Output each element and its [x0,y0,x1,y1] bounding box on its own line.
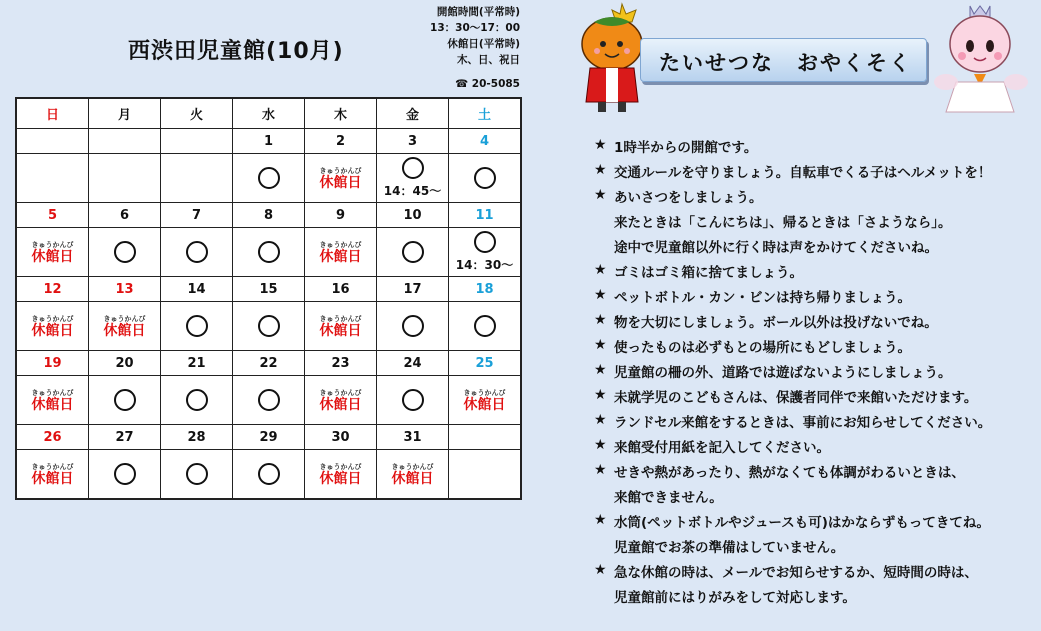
date-number: 22 [233,351,305,376]
weekday-header: 月 [89,98,161,129]
weekday-header: 火 [161,98,233,129]
open-circle-icon [402,315,424,337]
open-circle-icon [186,463,208,485]
october-calendar [15,97,522,500]
date-number-row [16,351,521,376]
rule-text: 物を大切にしましょう。ボール以外は投げないでね。 [614,315,938,331]
date-status-cell [305,302,377,351]
date-status-cell [377,154,449,203]
rule-text: 児童館前にはりがみをして対応します。 [614,590,856,606]
rule-text: ランドセル来館をするときは、事前にお知らせしてください。 [614,415,992,431]
date-status-cell [377,302,449,351]
closed-ruby: きゅうかんび [31,388,74,397]
date-status-cell [233,228,305,277]
date-number: 5 [16,203,89,228]
date-status-cell [449,376,522,425]
rule-text: 急な休館の時は、メールでお知らせするか、短時間の時は、 [614,565,978,581]
date-number: 4 [449,129,522,154]
open-circle-icon [258,167,280,189]
closed-day [17,389,88,412]
date-number-row [16,277,521,302]
weekday-header: 木 [305,98,377,129]
date-number-row [16,203,521,228]
open-circle-icon [114,389,136,411]
closed-ruby: きゅうかんび [319,166,362,175]
date-status-cell [305,154,377,203]
rule-item [594,407,1034,432]
date-status-cell [16,376,89,425]
rule-item [594,332,1034,357]
date-number: 27 [89,425,161,450]
star-icon: ★ [594,262,607,278]
closed-day [305,463,376,486]
opening-hours [420,4,520,68]
closed-ruby: きゅうかんび [391,462,434,471]
date-status-cell [449,154,522,203]
star-icon: ★ [594,562,607,578]
open-circle-icon [402,389,424,411]
date-status-cell [305,450,377,500]
rule-item [594,257,1034,282]
closed-label: 休館日 [103,322,146,339]
closed-day [17,315,88,338]
date-status-cell [233,376,305,425]
date-number: 23 [305,351,377,376]
rule-text: 交通ルールを守りましょう。自転車でくる子はヘルメットを！ [614,165,992,181]
rule-item [594,457,1034,507]
star-icon: ★ [594,412,607,428]
closed-label: 休館日 [31,248,74,265]
closed-day [17,241,88,264]
date-status-cell [89,154,161,203]
rule-item [594,282,1034,307]
rule-item [594,382,1034,407]
date-number: 13 [89,277,161,302]
date-status-row [16,302,521,351]
closed-ruby: きゅうかんび [319,462,362,471]
date-number: 24 [377,351,449,376]
date-number: 16 [305,277,377,302]
closed-ruby: きゅうかんび [319,314,362,323]
date-number: 14 [161,277,233,302]
rule-text: 来たときは「こんにちは」、帰るときは「さようなら」。 [614,215,952,231]
rule-text: 来館できません。 [614,490,723,506]
date-status-cell [16,302,89,351]
date-number: 2 [305,129,377,154]
closed-label: 休館日 [31,322,74,339]
open-circle-icon [258,389,280,411]
closed-label: 休館日 [463,396,506,413]
date-status-cell [161,450,233,500]
rule-item [594,507,1034,557]
closed-day [305,389,376,412]
star-icon: ★ [594,312,607,328]
open-circle-icon [114,241,136,263]
date-number: 7 [161,203,233,228]
hours-value: 13：30～17：00 [430,22,520,34]
rule-item [594,432,1034,457]
date-status-cell [89,302,161,351]
weekday-header: 金 [377,98,449,129]
date-status-row [16,228,521,277]
date-number [449,425,522,450]
date-status-cell [161,228,233,277]
date-status-cell [16,228,89,277]
date-number: 10 [377,203,449,228]
date-number: 26 [16,425,89,450]
closed-ruby: きゅうかんび [463,388,506,397]
rule-item [594,132,1034,157]
star-icon: ★ [594,187,607,203]
hours-label: 開館時間(平常時) [436,6,520,18]
date-status-cell [161,154,233,203]
open-circle-icon [402,157,424,179]
closed-day [449,389,520,412]
date-status-cell [449,302,522,351]
date-number: 31 [377,425,449,450]
star-icon: ★ [594,287,607,303]
date-number: 28 [161,425,233,450]
date-number: 9 [305,203,377,228]
date-status-cell [161,376,233,425]
closed-label: 休館日 [31,470,74,487]
star-icon: ★ [594,362,607,378]
date-number: 17 [377,277,449,302]
date-number: 15 [233,277,305,302]
weekday-header-row [16,98,521,129]
date-status-cell [16,450,89,500]
date-number: 3 [377,129,449,154]
open-circle-icon [474,315,496,337]
rule-text: 使ったものは必ずもとの場所にもどしましょう。 [614,340,911,356]
star-icon: ★ [594,512,607,528]
closed-day [377,463,448,486]
date-number: 12 [16,277,89,302]
closed-day [89,315,160,338]
rule-text: 児童館でお茶の準備はしていません。 [614,540,845,556]
date-status-cell [305,228,377,277]
date-number: 25 [449,351,522,376]
date-number: 8 [233,203,305,228]
date-number: 19 [16,351,89,376]
date-status-cell [377,228,449,277]
date-status-cell [89,376,161,425]
rule-item [594,307,1034,332]
date-status-cell [89,450,161,500]
open-circle-icon [186,241,208,263]
holiday-value: 木、日、祝日 [457,54,520,66]
date-status-cell [233,302,305,351]
open-circle-icon [114,463,136,485]
rule-text: 来館受付用紙を記入してください。 [614,440,830,456]
closed-day [305,315,376,338]
date-number [161,129,233,154]
rule-item [594,357,1034,382]
open-circle-icon [402,241,424,263]
weekday-header: 土 [449,98,522,129]
date-status-cell [89,228,161,277]
closed-label: 休館日 [391,470,434,487]
closed-day [305,167,376,190]
rule-item [594,557,1034,607]
date-status-row [16,154,521,203]
rules-banner [640,38,927,82]
page-title: 西渋田児童館(10月) [128,39,344,64]
date-status-row [16,376,521,425]
closed-label: 休館日 [319,248,362,265]
rule-item [594,157,1034,182]
date-number-row [16,425,521,450]
rule-text: 1時半からの開館です。 [614,140,758,156]
open-circle-icon [258,463,280,485]
date-status-cell [305,376,377,425]
closed-label: 休館日 [319,396,362,413]
date-status-cell [377,376,449,425]
star-icon: ★ [594,437,607,453]
closed-label: 休館日 [319,322,362,339]
rule-text: 途中で児童館以外に行く時は声をかけてくださいね。 [614,240,938,256]
closed-day [305,241,376,264]
rule-text: ゴミはゴミ箱に捨てましょう。 [614,265,803,281]
date-number: 11 [449,203,522,228]
date-status-cell [16,154,89,203]
weekday-header: 日 [16,98,89,129]
date-status-cell [233,154,305,203]
date-number: 18 [449,277,522,302]
open-circle-icon [258,315,280,337]
date-status-cell [377,450,449,500]
star-icon: ★ [594,462,607,478]
closed-label: 休館日 [319,174,362,191]
rule-text: せきや熱があったり、熱がなくても体調がわるいときは、 [614,465,965,481]
closed-label: 休館日 [319,470,362,487]
rule-text: 児童館の柵の外、道路では遊ばないようにしましょう。 [614,365,952,381]
date-number [89,129,161,154]
closed-ruby: きゅうかんび [31,462,74,471]
date-number: 1 [233,129,305,154]
closed-ruby: きゅうかんび [319,388,362,397]
date-number-row [16,129,521,154]
rules-list [594,132,1034,607]
date-number [16,129,89,154]
closed-ruby: きゅうかんび [31,240,74,249]
closed-ruby: きゅうかんび [103,314,146,323]
weekday-header: 水 [233,98,305,129]
open-time-note: 14：45～ [383,184,442,198]
date-number: 21 [161,351,233,376]
star-icon: ★ [594,162,607,178]
date-status-cell [449,228,522,277]
open-circle-icon [186,389,208,411]
open-circle-icon [186,315,208,337]
date-number: 29 [233,425,305,450]
date-number: 20 [89,351,161,376]
closed-ruby: きゅうかんび [319,240,362,249]
phone-number: ☎ 20-5085 [455,78,520,90]
rule-text: ペットボトル・カン・ビンは持ち帰りましょう。 [614,290,911,306]
open-circle-icon [474,167,496,189]
rule-text: あいさつをしましょう。 [614,190,763,206]
date-status-cell [233,450,305,500]
holiday-label: 休館日(平常時) [447,38,520,50]
princess-mascot-icon [924,2,1034,114]
open-time-note: 14：30～ [455,258,514,272]
date-number: 30 [305,425,377,450]
date-number: 6 [89,203,161,228]
star-icon: ★ [594,387,607,403]
star-icon: ★ [594,337,607,353]
open-circle-icon [258,241,280,263]
rule-text: 水筒(ペットボトルやジュースも可)はかならずもってきてね。 [614,515,990,531]
closed-label: 休館日 [31,396,74,413]
date-status-row [16,450,521,500]
closed-day [17,463,88,486]
open-circle-icon [474,231,496,253]
date-status-cell [161,302,233,351]
closed-ruby: きゅうかんび [31,314,74,323]
banner-title: たいせつな おやくそく [659,51,912,75]
date-status-cell [449,450,522,500]
rule-item [594,182,1034,257]
star-icon: ★ [594,137,607,153]
rule-text: 未就学児のこどもさんは、保護者同伴で来館いただけます。 [614,390,978,406]
